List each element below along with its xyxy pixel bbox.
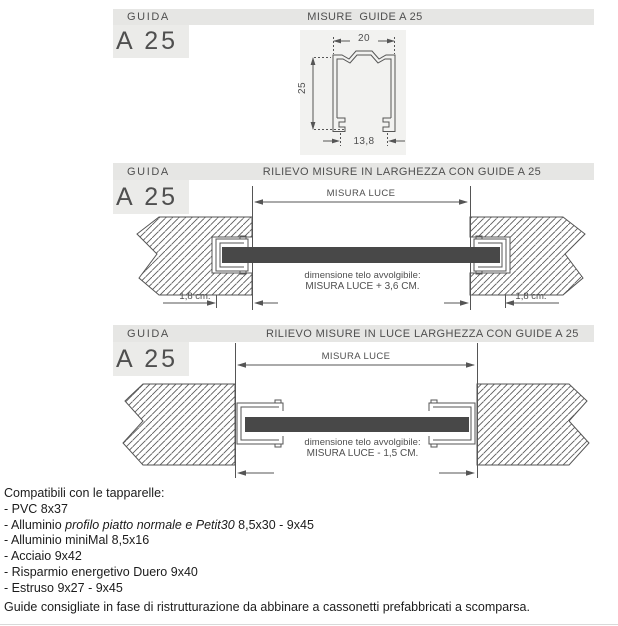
note-line1: dimensione telo avvolgibile: bbox=[304, 437, 421, 448]
shutter-slat bbox=[245, 417, 469, 432]
compatibility-heading: Compatibili con le tapparelle: bbox=[4, 486, 165, 500]
note-line2: MISURA LUCE - 1,5 CM. bbox=[306, 448, 419, 459]
dim-outer-width: 20 bbox=[350, 33, 378, 44]
right-wall bbox=[477, 384, 589, 465]
misura-luce-arrow bbox=[237, 362, 475, 368]
section3-model-label: A 25 bbox=[116, 344, 179, 373]
advice-note: Guide consigliate in fase di ristrutturazione da abbinare a cassonetti prefabbricati a scomparsa. bbox=[4, 600, 530, 614]
list-item: - Estruso 9x27 - 9x45 bbox=[4, 580, 123, 595]
shutter-slat bbox=[222, 247, 500, 263]
note-line2: MISURA LUCE + 3,6 CM. bbox=[305, 281, 420, 292]
section3-note bbox=[280, 437, 445, 459]
dim-height: 25 bbox=[297, 82, 308, 94]
section2-note bbox=[280, 270, 445, 292]
left-wall bbox=[123, 384, 235, 465]
compatibility-list bbox=[4, 486, 314, 597]
section2-misura-luce-label: MISURA LUCE bbox=[326, 188, 396, 199]
list-item: - PVC 8x37 bbox=[4, 501, 68, 516]
list-item: - Acciaio 9x42 bbox=[4, 549, 82, 564]
misura-luce-arrow bbox=[254, 199, 468, 205]
section2-model-label: A 25 bbox=[116, 182, 179, 211]
luce-measure-diagram bbox=[113, 343, 600, 483]
section1-guide-label: GUIDA bbox=[127, 11, 170, 23]
dim-slot-width: 13,8 bbox=[346, 136, 382, 147]
list-item: - Risparmio energetivo Duero 9x40 bbox=[4, 564, 198, 579]
section1-model-label: A 25 bbox=[116, 27, 179, 55]
section1-model-box bbox=[113, 25, 189, 58]
offset-arrows bbox=[237, 470, 475, 475]
list-item: - Alluminio miniMal 8,5x16 bbox=[4, 533, 150, 548]
offset-left-label: 1,8 cm. bbox=[179, 291, 211, 302]
list-item: - Alluminio profilo piatto normale e Petit30 8,5x30 - 9x45 bbox=[4, 517, 314, 532]
section1-title: MISURE GUIDE A 25 bbox=[307, 11, 423, 23]
section3-misura-luce-label: MISURA LUCE bbox=[321, 351, 391, 362]
section2-title: RILIEVO MISURE IN LARGHEZZA CON GUIDE A 25 bbox=[262, 166, 542, 178]
offset-right-label: 1,8 cm. bbox=[515, 291, 547, 302]
section3-guide-label: GUIDA bbox=[127, 328, 170, 340]
section3-title: RILIEVO MISURE IN LUCE LARGHEZZA CON GUIDE A 25 bbox=[266, 328, 579, 340]
bottom-divider bbox=[0, 624, 618, 625]
section2-guide-label: GUIDA bbox=[127, 166, 170, 178]
offset-arrows bbox=[163, 300, 559, 305]
note-line1: dimensione telo avvolgibile: bbox=[304, 270, 421, 281]
